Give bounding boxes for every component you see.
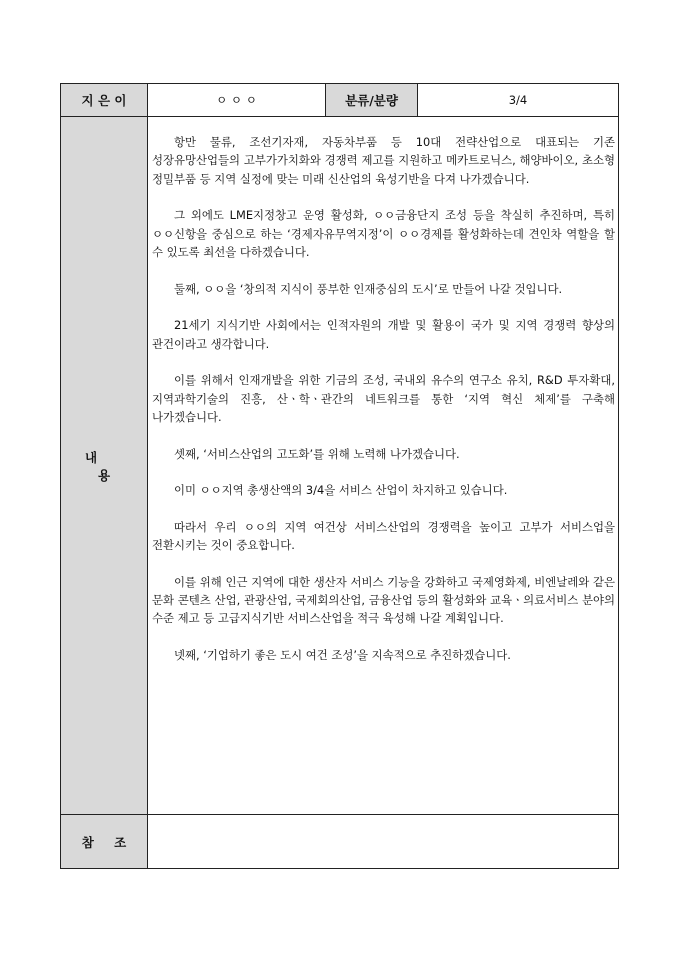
- content-label-cell: [61, 117, 148, 815]
- paragraph-7: 이미 ㅇㅇ지역 총생산액의 3/4을 서비스 산업이 차지하고 있습니다.: [174, 483, 508, 498]
- reference-value: [148, 815, 619, 869]
- category-label: 분류/분량: [326, 84, 418, 117]
- author-label: 지 은 이: [61, 84, 148, 117]
- header-row: [61, 84, 619, 117]
- reference-label-cell: [61, 815, 148, 869]
- paragraph-2: 그 외에도 LME지정창고 운영 활성화, ㅇㅇ금융단지 조성 등을 착실히 추진하며, 특히 ㅇㅇ신항을 중심으로 하는 ‘경제자유무역지정’이 ㅇㅇ경제를 활성화하는데 견인차 역할을 할 수 있도록 최선을 다하겠습니다.: [152, 208, 615, 259]
- content-label: 내 용: [84, 449, 137, 483]
- paragraph-10: 넷째, ‘기업하기 좋은 도시 여건 조성’을 지속적으로 추진하겠습니다.: [174, 648, 511, 663]
- category-value: 3/4: [418, 84, 619, 117]
- content-body: [148, 117, 618, 664]
- paragraph-4: 21세기 지식기반 사회에서는 인적자원의 개발 및 활용이 국가 및 지역 경쟁력 향상의 관건이라고 생각합니다.: [152, 318, 615, 351]
- author-value: ㅇ ㅇ ㅇ: [148, 84, 326, 117]
- reference-row: [61, 815, 619, 869]
- paragraph-9: 이를 위해 인근 지역에 대한 생산자 서비스 기능을 강화하고 국제영화제, 비엔날레와 같은 문화 콘텐츠 산업, 관광산업, 국제회의산업, 금융산업 등의 활성화와 교육ㆍ의료서비스 분야의 수준 제고 등 고급지식기반 서비스산업을 적극 육성해 나갈 계획입니다.: [152, 574, 615, 626]
- paragraph-1: 항만 물류, 조선기자재, 자동차부품 등 10대 전략산업으로 대표되는 기존 성장유망산업들의 고부가가치화와 경쟁력 제고를 지원하고 메카트로닉스, 해양바이오, 초소형 정밀부품 등 지역 실정에 맞는 미래 신산업의 육성기반을 다져 나가겠습니다.: [152, 135, 615, 186]
- content-body-cell: [148, 117, 619, 815]
- paragraph-6: 셋째, ‘서비스산업의 고도화’를 위해 노력해 나가겠습니다.: [174, 446, 460, 461]
- paragraph-8: 따라서 우리 ㅇㅇ의 지역 여건상 서비스산업의 경쟁력을 높이고 고부가 서비스업을 전환시키는 것이 중요합니다.: [152, 519, 615, 553]
- paragraph-5: 이를 위해서 인재개발을 위한 기금의 조성, 국내외 유수의 연구소 유치, R&D 투자확대, 지역과학기술의 진흥, 산ㆍ학ㆍ관간의 네트워크를 통한 ‘지역 혁신 체제’를 구축해 나가겠습니다.: [152, 373, 615, 424]
- reference-label: 참 조: [81, 834, 135, 850]
- document-form-table: [60, 83, 619, 869]
- paragraph-3: 둘째, ㅇㅇ을 ‘창의적 지식이 풍부한 인재중심의 도시’로 만들어 나갈 것입니다.: [174, 281, 563, 296]
- content-row: [61, 117, 619, 815]
